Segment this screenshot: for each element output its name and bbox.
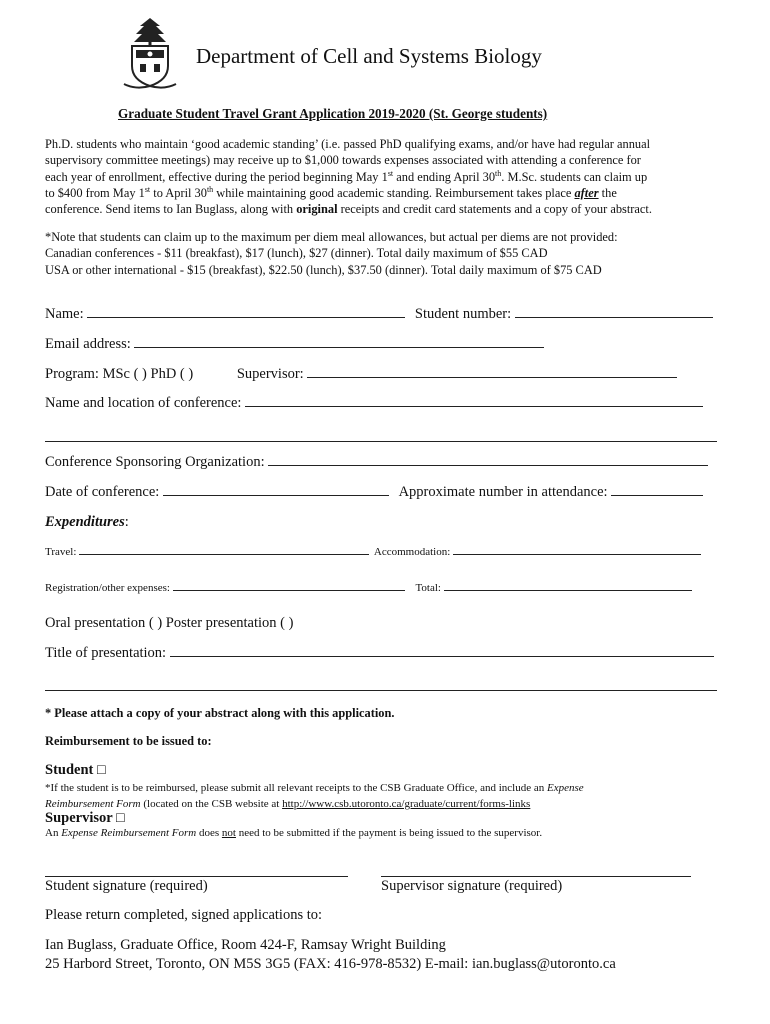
conference-field[interactable]: [245, 406, 703, 407]
student-signature-line[interactable]: [45, 876, 348, 877]
conference-row: [45, 395, 703, 412]
supervisor-option[interactable]: Supervisor □: [45, 810, 125, 826]
student-signature-label: Student signature (required): [45, 878, 208, 894]
attach-note: * Please attach a copy of your abstract along with this application.: [45, 706, 395, 720]
student-option[interactable]: Student □: [45, 762, 106, 778]
email-row: [45, 336, 544, 353]
total-label: Total:: [415, 582, 441, 594]
sponsor-field[interactable]: [268, 465, 708, 466]
attendance-label: Approximate number in attendance:: [398, 484, 608, 500]
student-number-label: Student number:: [414, 306, 512, 322]
program-row: [45, 366, 677, 383]
return-address-line-1: Ian Buglass, Graduate Office, Room 424-F, Ramsay Wright Building: [45, 937, 446, 953]
registration-label: Registration/other expenses:: [45, 582, 170, 594]
conference-label: Name and location of conference:: [45, 395, 242, 411]
registration-row: [45, 582, 692, 594]
department-title: Department of Cell and Systems Biology: [196, 44, 542, 68]
return-address-line-2: 25 Harbord Street, Toronto, ON M5S 3G5 (FAX: 416-978-8532) E-mail: ian.buglass@utoronto.ca: [45, 956, 616, 972]
email-field[interactable]: [134, 347, 544, 348]
supervisor-signature-line[interactable]: [381, 876, 691, 877]
email-label: Email address:: [45, 336, 131, 352]
registration-field[interactable]: [173, 590, 405, 591]
program-options[interactable]: Program: MSc ( ) PhD ( ): [45, 366, 194, 382]
per-diem-note: *Note that students can claim up to the maximum per diem meal allowances, but actual per diems are not provided: Canadian conferences - $11 (breakfast), $17 (lunch), $27 (dinner). Total daily maximum of $55 CAD USA or other international - $15 (breakfast), $22.50 (lunch), $37.50 (dinner). Total daily maximum of $75 CAD: [45, 230, 618, 277]
student-checkbox[interactable]: □: [96, 762, 106, 778]
travel-label: Travel:: [45, 546, 77, 558]
supervisor-checkbox[interactable]: □: [116, 810, 125, 826]
reimbursement-heading: Reimbursement to be issued to:: [45, 734, 212, 748]
accommodation-label: Accommodation:: [373, 546, 451, 558]
return-intro: Please return completed, signed applications to:: [45, 907, 323, 923]
presentation-title-label: Title of presentation:: [45, 645, 167, 661]
presentation-title-line-2[interactable]: [45, 690, 717, 691]
supervisor-signature-label: Supervisor signature (required): [381, 878, 563, 894]
name-field[interactable]: [87, 317, 405, 318]
student-option-text: *If the student is to be reimbursed, please submit all relevant receipts to the CSB Graduate Office, and include an Expense Reimbursement Form (located on the CSB website at http://www.csb.utoronto.ca/graduate/current/forms-links: [45, 782, 584, 810]
form-title: Graduate Student Travel Grant Application 2019-2020 (St. George students): [118, 106, 548, 121]
attendance-field[interactable]: [611, 495, 703, 496]
supervisor-field[interactable]: [307, 377, 677, 378]
travel-field[interactable]: [79, 554, 369, 555]
sponsor-row: [45, 454, 708, 471]
total-field[interactable]: [444, 590, 692, 591]
accommodation-field[interactable]: [453, 554, 701, 555]
student-number-field[interactable]: [515, 317, 713, 318]
name-label: Name:: [45, 306, 84, 322]
supervisor-label: Supervisor:: [236, 366, 304, 382]
travel-row: [45, 546, 701, 558]
name-row: [45, 306, 713, 323]
expenditures-heading: Expenditures:: [45, 514, 129, 530]
presentation-title-field[interactable]: [170, 656, 714, 657]
intro-paragraph: Ph.D. students who maintain ‘good academic standing’ (i.e. passed PhD qualifying exams, and/or have had regular annual supervisory committee meetings) may receive up to $1,000 towards expenses associated with attending a conference for each year of enrollment, effective during the period beginning May 1st and ending April 30th. M.Sc. students can claim up to $400 from May 1st to April 30th while maintaining good academic standing. Reimbursement takes place after the conference. Send items to Ian Buglass, along with original receipts and credit card statements and a copy of your abstract.: [45, 137, 652, 217]
sponsor-label: Conference Sponsoring Organization:: [45, 454, 265, 470]
csb-forms-link[interactable]: http://www.csb.utoronto.ca/graduate/current/forms-links: [282, 798, 531, 810]
supervisor-option-text: An Expense Reimbursement Form does not need to be submitted if the payment is being issued to the supervisor.: [45, 827, 543, 839]
presentation-type[interactable]: Oral presentation ( ) Poster presentation ( ): [45, 615, 294, 631]
conference-field-line-2[interactable]: [45, 441, 717, 442]
date-field[interactable]: [163, 495, 389, 496]
date-label: Date of conference:: [45, 484, 160, 500]
university-crest-logo: [122, 14, 178, 92]
presentation-title-row: [45, 645, 714, 662]
date-row: [45, 484, 703, 501]
